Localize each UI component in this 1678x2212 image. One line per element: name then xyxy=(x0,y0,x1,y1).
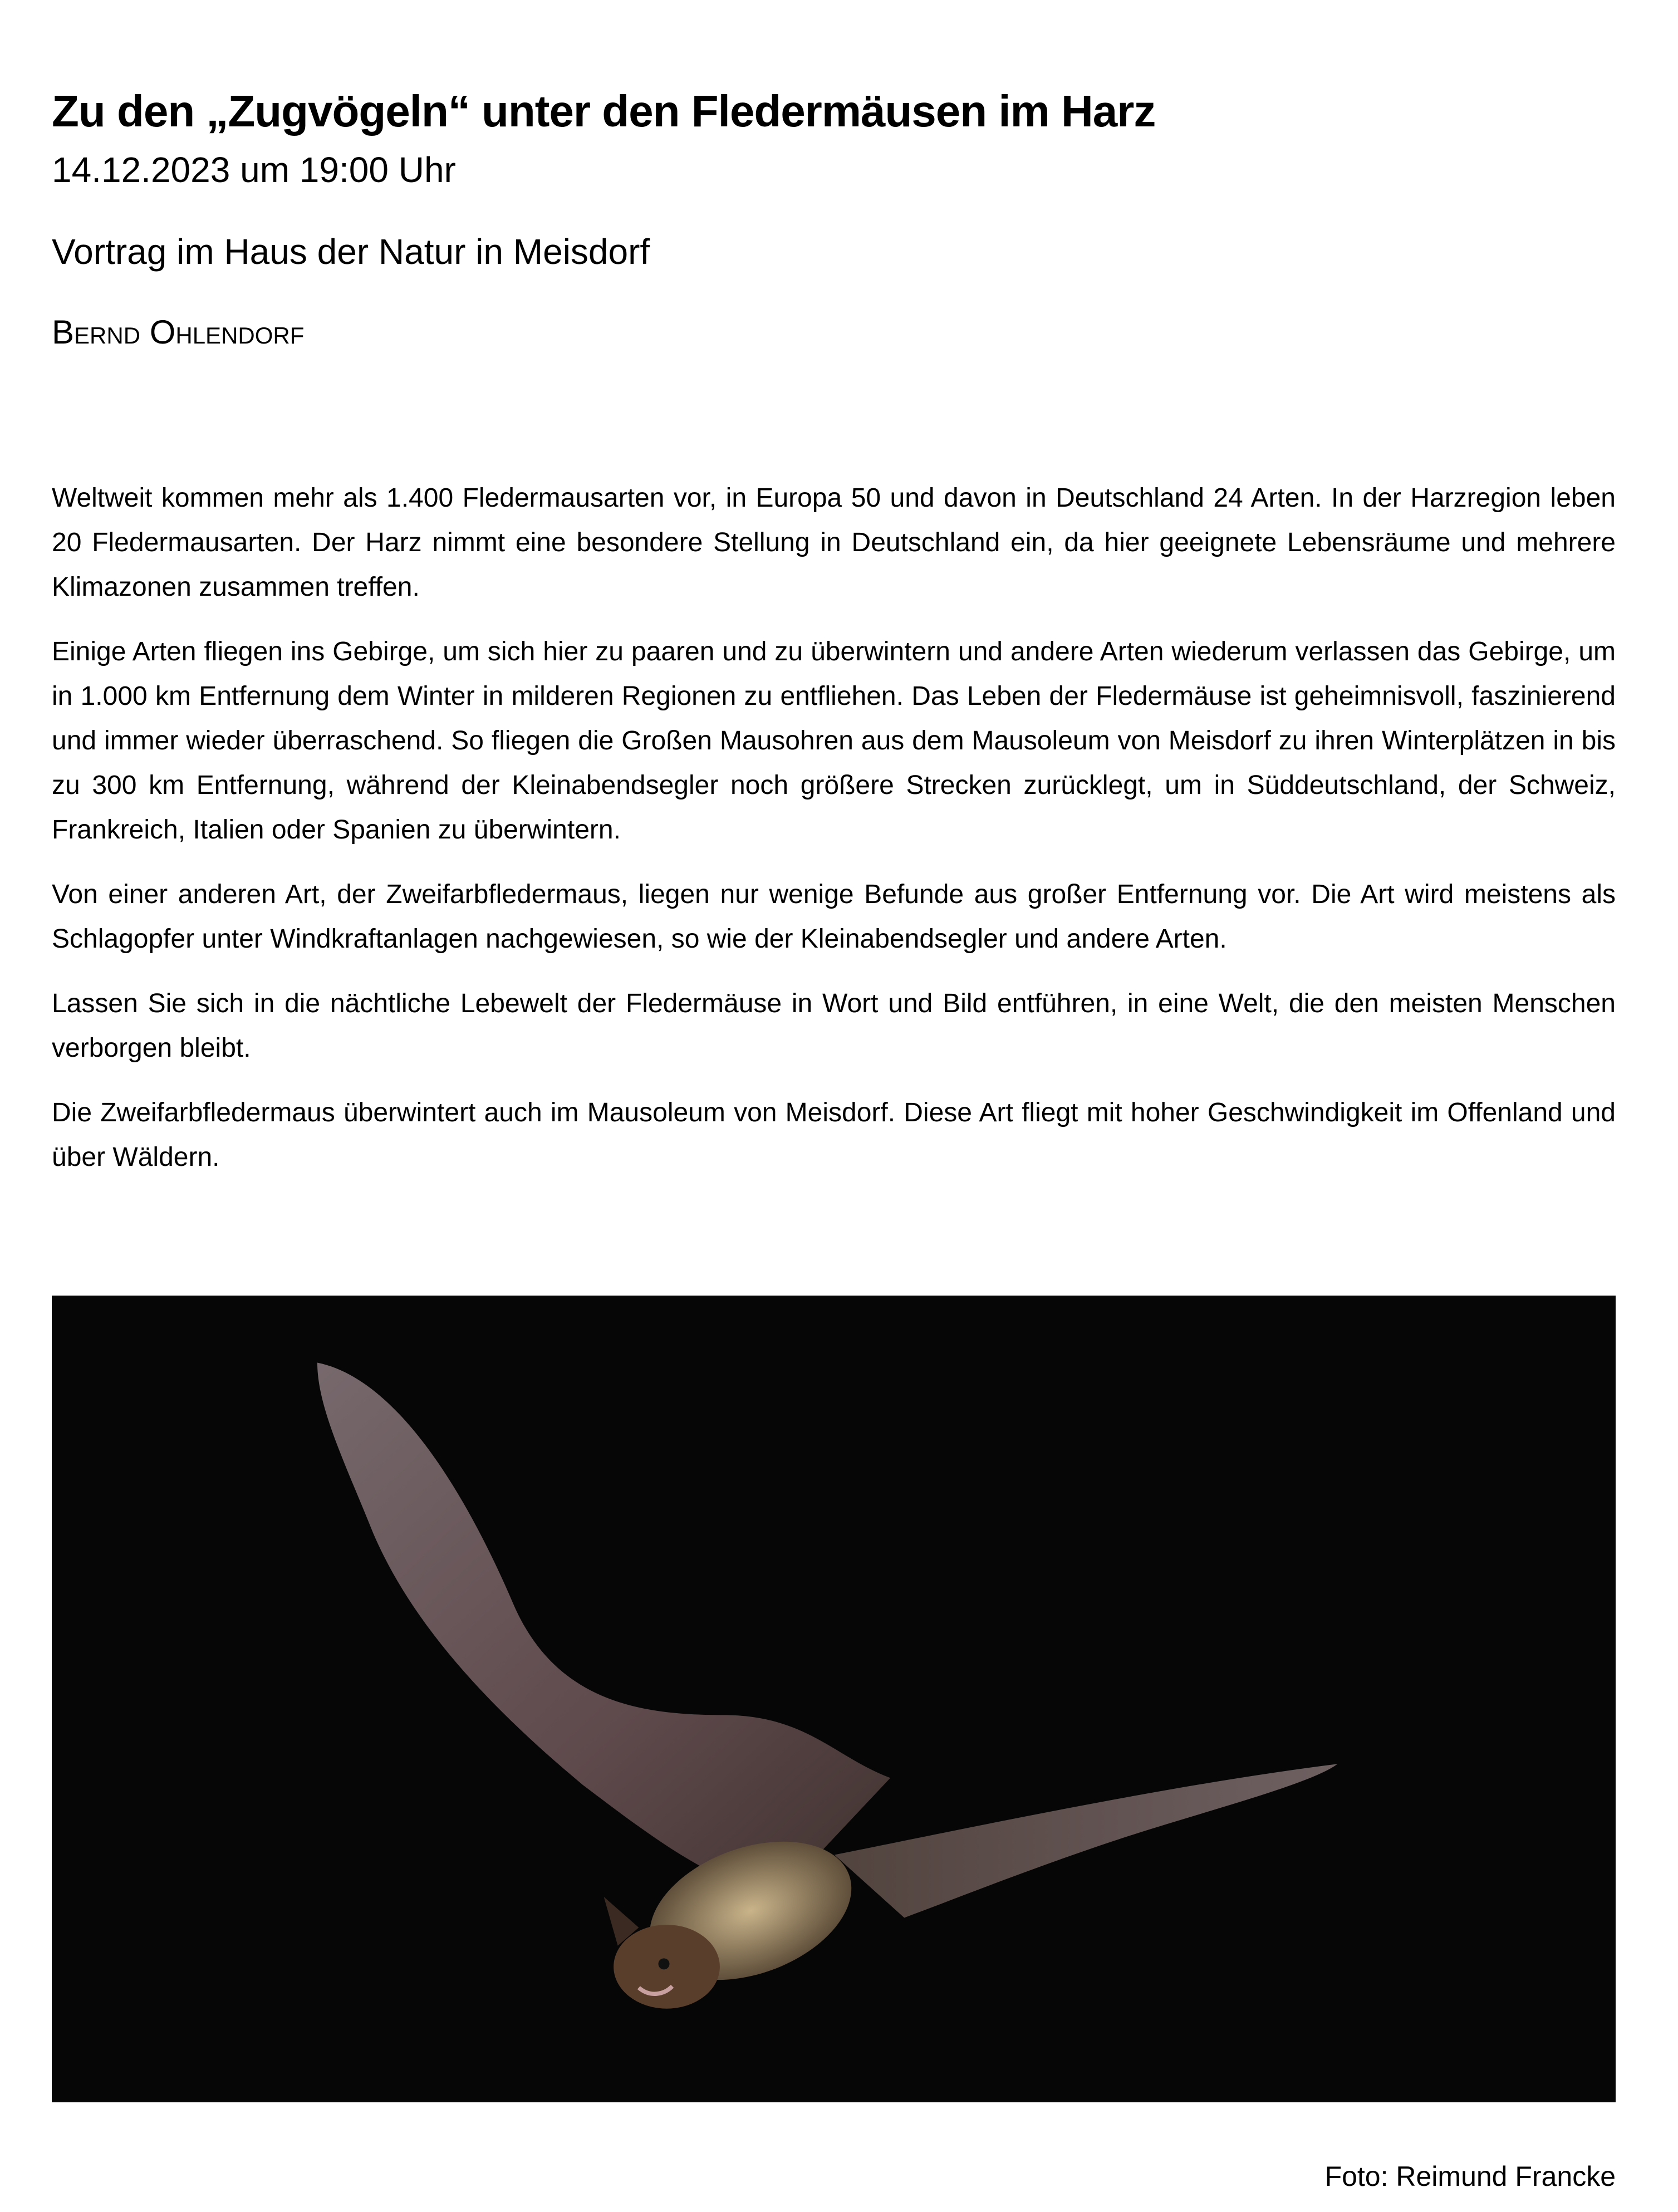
paragraph: Lassen Sie sich in die nächtliche Lebewelt der Fledermäuse in Wort und Bild entführen, in eine Welt, die den meisten Menschen verborgen bleibt. xyxy=(52,989,1616,1063)
photo-credit: Foto: Reimund Francke xyxy=(1324,2161,1616,2192)
bat-photo xyxy=(52,1296,1616,2102)
paragraph: Die Zweifarbfledermaus überwintert auch im Mausoleum von Meisdorf. Diese Art fliegt mit hoher Geschwindigkeit im Offenland und über Wäldern. xyxy=(52,1098,1616,1172)
event-date-time: 14.12.2023 um 19:00 Uhr xyxy=(52,150,456,190)
paragraph: Weltweit kommen mehr als 1.400 Fledermausarten vor, in Europa 50 und davon in Deutschland 24 Arten. In der Harzregion leben 20 Fledermausarten. Der Harz nimmt eine besondere Stellung in Deutschland ein, da hier geeignete Lebensräume und mehrere Klimazonen zusammen treffen. xyxy=(52,483,1616,602)
article-body xyxy=(52,476,1616,1200)
left-wing xyxy=(317,1363,890,1897)
bat-eye xyxy=(658,1958,669,1969)
author-name: Bernd Ohlendorf xyxy=(52,313,305,351)
event-venue: Vortrag im Haus der Natur in Meisdorf xyxy=(52,232,650,272)
paragraph: Von einer anderen Art, der Zweifarbfledermaus, liegen nur wenige Befunde aus großer Entfernung vor. Die Art wird meistens als Schlagopfer unter Windkraftanlagen nachgewiesen, so wie der Kleinabendsegler und andere Arten. xyxy=(52,880,1616,954)
document-title: Zu den „Zugvögeln“ unter den Fledermäusen im Harz xyxy=(52,86,1156,136)
paragraph: Einige Arten fliegen ins Gebirge, um sich hier zu paaren und zu überwintern und andere Arten wiederum verlassen das Gebirge, um in 1.000 km Entfernung dem Winter in milderen Regionen zu entfliehen. Das Leben der Fledermäuse ist geheimnisvoll, faszinierend und immer wieder überraschend. So fliegen die Großen Mausohren aus dem Mausoleum von Meisdorf zu ihren Winterplätzen in bis zu 300 km Entfernung, während der Kleinabendsegler noch größere Strecken zurücklegt, um in Süddeutschland, der Schweiz, Frankreich, Italien oder Spanien zu überwintern. xyxy=(52,637,1616,845)
bat-illustration xyxy=(52,1296,1616,2102)
right-wing xyxy=(835,1764,1338,1917)
